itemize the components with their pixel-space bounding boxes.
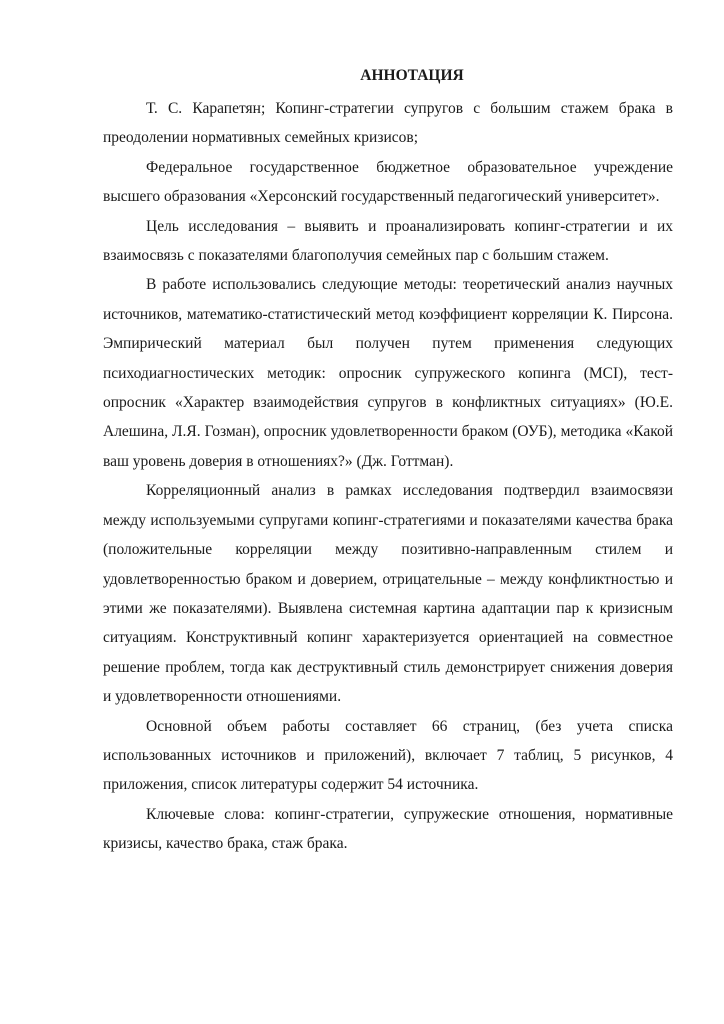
- paragraph-goal: Цель исследования – выявить и проанализировать копинг-стратегии и их взаимосвязь с показателями благополучия семейных пар с большим стажем.: [103, 217, 673, 265]
- paragraph-volume: Основной объем работы составляет 66 страниц, (без учета списка использованных источников и приложений), включает 7 таблиц, 5 рисунков, 4 приложения, список литературы содержит 54 источника.: [103, 717, 673, 794]
- page-title: АННОТАЦИЯ: [360, 67, 464, 84]
- document-page: [103, 62, 673, 859]
- paragraph-methods: В работе использовались следующие методы: теоретический анализ научных источников, математико-статистический метод коэффициент корреляции К. Пирсона. Эмпирический материал был получен путем применения следующих психодиагностических методик: опросник супружеского копинга (MCI), тест-опросник «Характер взаимодействия супругов в конфликтных ситуациях» (Ю.Е. Алешина, Л.Я. Гозман), опросник удовлетворенности браком (ОУБ), методика «Какой ваш уровень доверия в отношениях?» (Дж. Готтман).: [103, 276, 673, 470]
- paragraph-keywords: Ключевые слова: копинг-стратегии, супружеские отношения, нормативные кризисы, качество брака, стаж брака.: [103, 805, 673, 853]
- paragraph-results: Корреляционный анализ в рамках исследования подтвердил взаимосвязи между используемыми супругами копинг-стратегиями и показателями качества брака (положительные корреляции между позитивно-направленным стилем и удовлетворенностью браком и доверием, отрицательные – между конфликтностью и этими же показателями). Выявлена системная картина адаптации пар к кризисным ситуациям. Конструктивный копинг характеризуется ориентацией на совместное решение проблем, тогда как деструктивный стиль демонстрирует снижения доверия и удовлетворенности отношениями.: [103, 482, 673, 706]
- paragraph-author: Т. С. Карапетян; Копинг-стратегии супругов с большим стажем брака в преодолении нормативных семейных кризисов;: [103, 100, 673, 147]
- paragraph-institution: Федеральное государственное бюджетное образовательное учреждение высшего образования «Херсонский государственный педагогический университет».: [103, 158, 673, 206]
